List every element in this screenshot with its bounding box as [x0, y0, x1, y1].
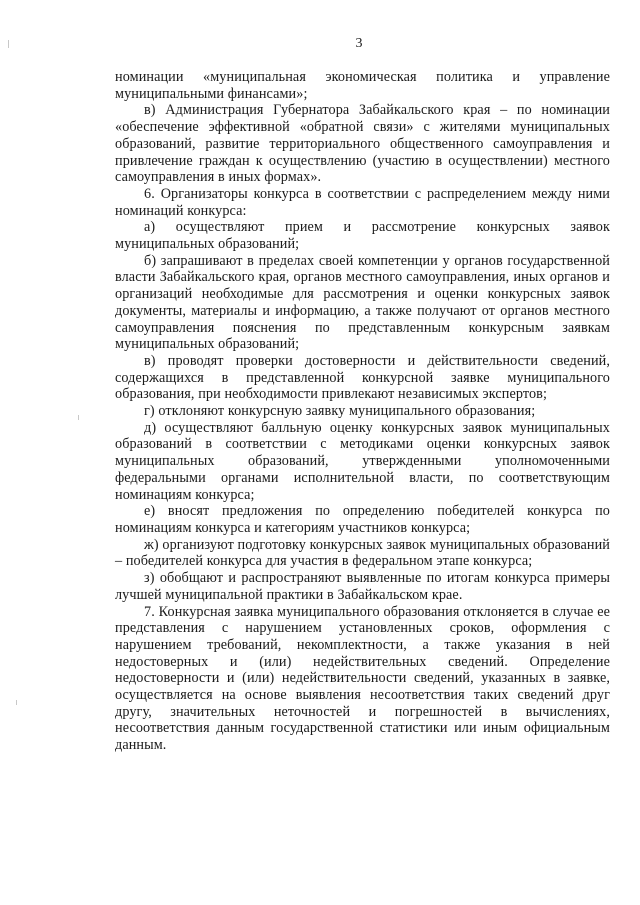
paragraph: д) осуществляют балльную оценку конкурсных заявок муниципальных образований в соответствии с методиками оценки конкурсных заявок муниципальных образований, утвержденными уполномоченными федеральными органами исполнительной власти, по соответствующим номинациям конкурса;	[115, 419, 610, 503]
page-number: 3	[355, 36, 363, 51]
paragraph: 6. Организаторы конкурса в соответствии с распределением между ними номинаций конкурса:	[115, 185, 610, 219]
paragraph: а) осуществляют прием и рассмотрение конкурсных заявок муниципальных образований;	[115, 219, 610, 253]
document-body	[115, 69, 610, 754]
paragraph: в) Администрация Губернатора Забайкальского края – по номинации «обеспечение эффективной «обратной связи» с жителями муниципальных образований, развитие территориального общественного самоуправления и привлечение граждан к осуществлению (участию в осуществлении) местного самоуправления в иных формах».	[115, 102, 610, 186]
paragraph: номинации «муниципальная экономическая политика и управление муниципальными финансами»;	[115, 69, 610, 102]
paragraph: е) вносят предложения по определению победителей конкурса по номинациям конкурса и категориям участников конкурса;	[115, 503, 610, 536]
scan-artifact	[16, 700, 17, 705]
paragraph: 7. Конкурсная заявка муниципального образования отклоняется в случае ее представления с нарушением установленных сроков, оформления с нарушением требований, некомплектности, а также указания в ней недостоверных и (или) недействительных сведений. Определение недостоверности и (или) недействительности сведений, указанных в заявке, осуществляется на основе выявления несоответствия таких сведений друг другу, значительных неточностей и погрешностей в вычислениях, несоответствия данным государственной статистики или иным официальным данным.	[115, 603, 610, 754]
paragraph: г) отклоняют конкурсную заявку муниципального образования;	[144, 403, 536, 420]
paragraph: в) проводят проверки достоверности и действительности сведений, содержащихся в представленной конкурсной заявке муниципального образования, при необходимости привлекают независимых экспертов;	[115, 352, 610, 403]
paragraph: ж) организуют подготовку конкурсных заявок муниципальных образований – победителей конкурса для участия в федеральном этапе конкурса;	[115, 536, 610, 570]
paragraph: б) запрашивают в пределах своей компетенции у органов государственной власти Забайкальского края, органов местного самоуправления, иных органов и организаций необходимые для рассмотрения и оценки конкурсных заявок документы, материалы и информацию, а также получают от органов местного самоуправления пояснения по представленным конкурсным заявкам муниципальных образований;	[115, 252, 610, 353]
scan-artifact	[78, 415, 79, 420]
paragraph: з) обобщают и распространяют выявленные по итогам конкурса примеры лучшей муниципальной практики в Забайкальском крае.	[115, 570, 610, 603]
